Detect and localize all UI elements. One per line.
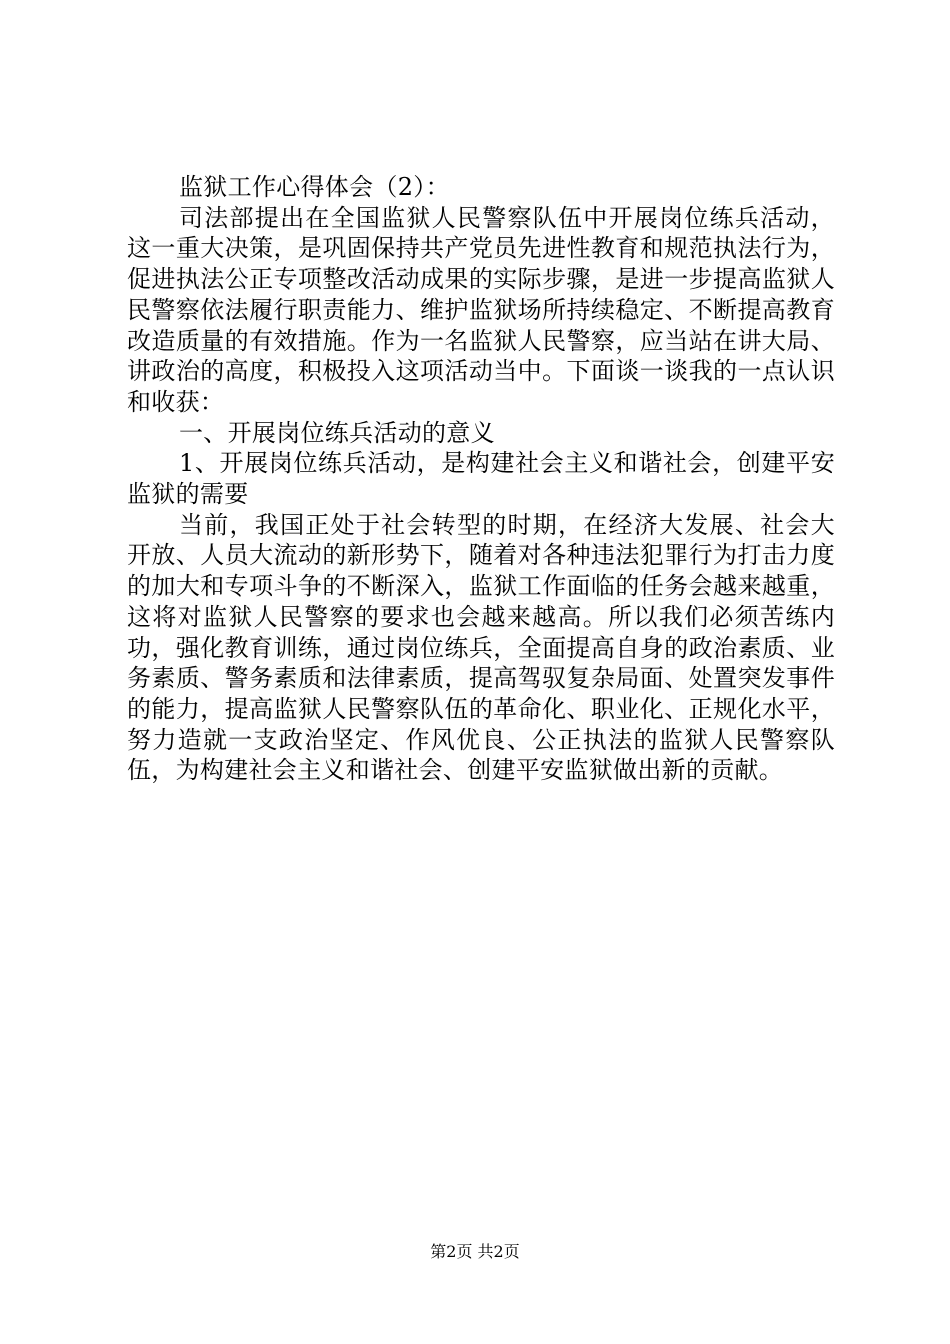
document-body xyxy=(127,172,835,786)
section-heading: 一、开展岗位练兵活动的意义 xyxy=(179,418,495,447)
paragraph-intro: 司法部提出在全国监狱人民警察队伍中开展岗位练兵活动，这一重大决策，是巩固保持共产党员先进性教育和规范执法行为，促进执法公正专项整改活动成果的实际步骤，是进一步提高监狱人民警察依法履行职责能力、维护监狱场所持续稳定、不断提高教育改造质量的有效措施。作为一名监狱人民警察，应当站在讲大局、讲政治的高度，积极投入这项活动当中。下面谈一谈我的一点认识和收获： xyxy=(127,203,835,416)
paragraph-body: 当前，我国正处于社会转型的时期，在经济大发展、社会大开放、人员大流动的新形势下，随着对各种违法犯罪行为打击力度的加大和专项斗争的不断深入，监狱工作面临的任务会越来越重，这将对监狱人民警察的要求也会越来越高。所以我们必须苦练内功，强化教育训练，通过岗位练兵，全面提高自身的政治素质、业务素质、警务素质和法律素质，提高驾驭复杂局面、处置突发事件的能力，提高监狱人民警察队伍的革命化、职业化、正规化水平，努力造就一支政治坚定、作风优良、公正执法的监狱人民警察队伍，为构建社会主义和谐社会、创建平安监狱做出新的贡献。 xyxy=(127,510,835,785)
document-heading: 监狱工作心得体会（2）： xyxy=(179,173,450,201)
page-number: 第2页 共2页 xyxy=(430,1242,520,1261)
subsection-heading: 1、开展岗位练兵活动，是构建社会主义和谐社会，创建平安监狱的需要 xyxy=(127,449,835,509)
page-footer xyxy=(0,1242,950,1262)
